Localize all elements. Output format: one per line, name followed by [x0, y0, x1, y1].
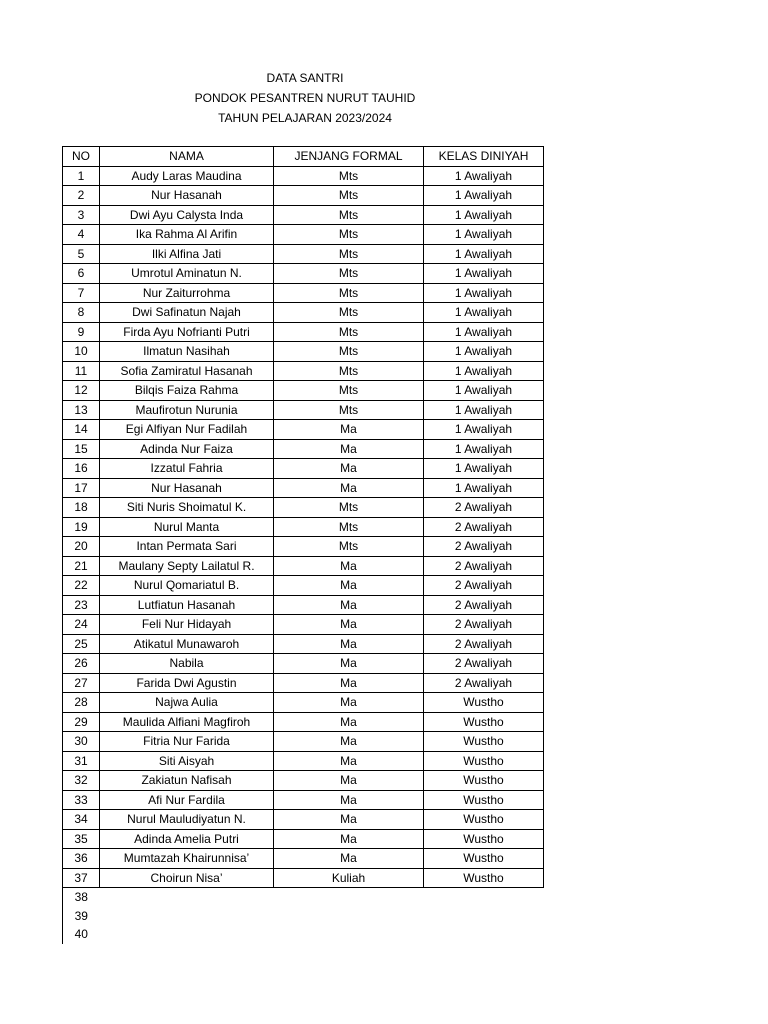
cell-nama: Dwi Ayu Calysta Inda: [100, 205, 274, 225]
cell-no: 7: [63, 283, 100, 303]
cell-no: 8: [63, 303, 100, 323]
cell-nama: Mumtazah Khairunnisa’: [100, 849, 274, 869]
cell-jenjang-formal: Mts: [274, 225, 424, 245]
table-row: [63, 420, 544, 440]
cell-jenjang-formal: Mts: [274, 381, 424, 401]
cell-no: 34: [63, 810, 100, 830]
cell-kelas-diniyah: 1 Awaliyah: [424, 244, 544, 264]
table-row: [63, 283, 544, 303]
cell-nama: Adinda Amelia Putri: [100, 829, 274, 849]
cell-no: 21: [63, 556, 100, 576]
cell-jenjang-formal: Mts: [274, 166, 424, 186]
cell-kelas-diniyah: 1 Awaliyah: [424, 225, 544, 245]
table-row: [63, 361, 544, 381]
cell-no: 32: [63, 771, 100, 791]
cell-nama: Maulida Alfiani Magfiroh: [100, 712, 274, 732]
table-row: [63, 264, 544, 284]
cell-nama: Feli Nur Hidayah: [100, 615, 274, 635]
table-row: [63, 186, 544, 206]
cell-no: 33: [63, 790, 100, 810]
cell-jenjang-formal: Mts: [274, 244, 424, 264]
cell-jenjang-formal: Mts: [274, 517, 424, 537]
cell-kelas-diniyah: 2 Awaliyah: [424, 576, 544, 596]
cell-jenjang-formal: Ma: [274, 771, 424, 791]
cell-kelas-diniyah: 2 Awaliyah: [424, 634, 544, 654]
table-row: [63, 790, 544, 810]
cell-jenjang-formal: Ma: [274, 595, 424, 615]
santri-table: [62, 146, 544, 944]
cell-kelas-diniyah: Wustho: [424, 868, 544, 888]
empty-cell: [424, 888, 544, 907]
cell-nama: Najwa Aulia: [100, 693, 274, 713]
cell-no: 14: [63, 420, 100, 440]
cell-kelas-diniyah: 1 Awaliyah: [424, 186, 544, 206]
cell-kelas-diniyah: Wustho: [424, 810, 544, 830]
cell-kelas-diniyah: 2 Awaliyah: [424, 498, 544, 518]
table-row: [63, 712, 544, 732]
table-row: [63, 303, 544, 323]
cell-nama: Ilki Alfina Jati: [100, 244, 274, 264]
cell-no: 40: [63, 925, 100, 944]
cell-jenjang-formal: Ma: [274, 732, 424, 752]
cell-no: 20: [63, 537, 100, 557]
cell-no: 27: [63, 673, 100, 693]
table-row: [63, 205, 544, 225]
cell-jenjang-formal: Ma: [274, 829, 424, 849]
cell-no: 17: [63, 478, 100, 498]
cell-no: 29: [63, 712, 100, 732]
cell-kelas-diniyah: Wustho: [424, 849, 544, 869]
cell-kelas-diniyah: Wustho: [424, 732, 544, 752]
cell-no: 23: [63, 595, 100, 615]
cell-kelas-diniyah: 1 Awaliyah: [424, 459, 544, 479]
cell-jenjang-formal: Mts: [274, 283, 424, 303]
table-row: [63, 810, 544, 830]
cell-nama: Nur Hasanah: [100, 186, 274, 206]
cell-no: 37: [63, 868, 100, 888]
cell-jenjang-formal: Mts: [274, 400, 424, 420]
cell-kelas-diniyah: 2 Awaliyah: [424, 615, 544, 635]
cell-no: 9: [63, 322, 100, 342]
cell-no: 16: [63, 459, 100, 479]
cell-nama: Umrotul Aminatun N.: [100, 264, 274, 284]
cell-nama: Nurul Qomariatul B.: [100, 576, 274, 596]
cell-nama: Nurul Manta: [100, 517, 274, 537]
cell-jenjang-formal: Ma: [274, 654, 424, 674]
cell-no: 2: [63, 186, 100, 206]
cell-jenjang-formal: Ma: [274, 810, 424, 830]
cell-nama: Ilmatun Nasihah: [100, 342, 274, 362]
document-header: [0, 68, 610, 128]
cell-kelas-diniyah: 1 Awaliyah: [424, 322, 544, 342]
cell-kelas-diniyah: 1 Awaliyah: [424, 283, 544, 303]
cell-jenjang-formal: Ma: [274, 459, 424, 479]
cell-nama: Nurul Mauludiyatun N.: [100, 810, 274, 830]
cell-nama: Nur Zaiturrohma: [100, 283, 274, 303]
table-row: [63, 751, 544, 771]
cell-jenjang-formal: Ma: [274, 420, 424, 440]
cell-kelas-diniyah: 1 Awaliyah: [424, 303, 544, 323]
table-row: [63, 166, 544, 186]
cell-jenjang-formal: Mts: [274, 205, 424, 225]
cell-no: 24: [63, 615, 100, 635]
cell-jenjang-formal: Mts: [274, 322, 424, 342]
table-row: [63, 693, 544, 713]
cell-nama: Bilqis Faiza Rahma: [100, 381, 274, 401]
cell-nama: Zakiatun Nafisah: [100, 771, 274, 791]
cell-no: 3: [63, 205, 100, 225]
cell-kelas-diniyah: Wustho: [424, 751, 544, 771]
header-title: DATA SANTRI: [266, 71, 344, 85]
cell-kelas-diniyah: 1 Awaliyah: [424, 400, 544, 420]
cell-jenjang-formal: Ma: [274, 693, 424, 713]
table-row: [63, 615, 544, 635]
cell-nama: Choirun Nisa’: [100, 868, 274, 888]
cell-jenjang-formal: Ma: [274, 751, 424, 771]
cell-jenjang-formal: Mts: [274, 342, 424, 362]
cell-nama: Ika Rahma Al Arifin: [100, 225, 274, 245]
cell-kelas-diniyah: 2 Awaliyah: [424, 595, 544, 615]
column-header-nama: NAMA: [100, 147, 274, 167]
cell-jenjang-formal: Ma: [274, 439, 424, 459]
cell-kelas-diniyah: Wustho: [424, 829, 544, 849]
cell-jenjang-formal: Ma: [274, 556, 424, 576]
cell-jenjang-formal: Ma: [274, 576, 424, 596]
header-institution: PONDOK PESANTREN NURUT TAUHID: [194, 91, 416, 105]
cell-kelas-diniyah: Wustho: [424, 790, 544, 810]
table-row: [63, 868, 544, 888]
cell-nama: Lutfiatun Hasanah: [100, 595, 274, 615]
empty-cell: [424, 907, 544, 926]
cell-kelas-diniyah: 1 Awaliyah: [424, 205, 544, 225]
cell-jenjang-formal: Ma: [274, 790, 424, 810]
cell-no: 38: [63, 888, 100, 907]
cell-nama: Maufirotun Nurunia: [100, 400, 274, 420]
cell-nama: Audy Laras Maudina: [100, 166, 274, 186]
cell-nama: Adinda Nur Faiza: [100, 439, 274, 459]
cell-no: 1: [63, 166, 100, 186]
cell-jenjang-formal: Kuliah: [274, 868, 424, 888]
cell-no: 4: [63, 225, 100, 245]
cell-kelas-diniyah: 1 Awaliyah: [424, 439, 544, 459]
table-row: [63, 400, 544, 420]
cell-no: 11: [63, 361, 100, 381]
cell-nama: Nabila: [100, 654, 274, 674]
cell-jenjang-formal: Mts: [274, 537, 424, 557]
empty-cell: [100, 888, 274, 907]
cell-no: 10: [63, 342, 100, 362]
cell-nama: Afi Nur Fardila: [100, 790, 274, 810]
cell-jenjang-formal: Ma: [274, 615, 424, 635]
table-row: [63, 517, 544, 537]
table-row: [63, 537, 544, 557]
cell-jenjang-formal: Ma: [274, 634, 424, 654]
cell-nama: Egi Alfiyan Nur Fadilah: [100, 420, 274, 440]
table-row: [63, 459, 544, 479]
cell-kelas-diniyah: 1 Awaliyah: [424, 166, 544, 186]
column-header-jenjang-formal: JENJANG FORMAL: [274, 147, 424, 167]
column-header-kelas-diniyah: KELAS DINIYAH: [424, 147, 544, 167]
cell-kelas-diniyah: 2 Awaliyah: [424, 673, 544, 693]
empty-cell: [274, 925, 424, 944]
cell-kelas-diniyah: Wustho: [424, 771, 544, 791]
cell-no: 12: [63, 381, 100, 401]
empty-cell: [100, 907, 274, 926]
empty-table-row: [63, 888, 544, 907]
empty-table-row: [63, 907, 544, 926]
cell-jenjang-formal: Ma: [274, 673, 424, 693]
cell-jenjang-formal: Ma: [274, 478, 424, 498]
cell-no: 31: [63, 751, 100, 771]
cell-no: 35: [63, 829, 100, 849]
cell-nama: Dwi Safinatun Najah: [100, 303, 274, 323]
cell-kelas-diniyah: 2 Awaliyah: [424, 517, 544, 537]
cell-no: 22: [63, 576, 100, 596]
table-row: [63, 654, 544, 674]
cell-jenjang-formal: Ma: [274, 712, 424, 732]
column-header-no: NO: [63, 147, 100, 167]
cell-jenjang-formal: Mts: [274, 186, 424, 206]
cell-no: 25: [63, 634, 100, 654]
cell-kelas-diniyah: 2 Awaliyah: [424, 537, 544, 557]
cell-no: 30: [63, 732, 100, 752]
table-row: [63, 342, 544, 362]
table-row: [63, 732, 544, 752]
cell-kelas-diniyah: 1 Awaliyah: [424, 264, 544, 284]
cell-no: 36: [63, 849, 100, 869]
table-row: [63, 556, 544, 576]
table-body: [63, 166, 544, 944]
table-row: [63, 673, 544, 693]
empty-cell: [424, 925, 544, 944]
table-row: [63, 225, 544, 245]
table-row: [63, 439, 544, 459]
table-row: [63, 829, 544, 849]
cell-nama: Fitria Nur Farida: [100, 732, 274, 752]
cell-no: 39: [63, 907, 100, 926]
cell-kelas-diniyah: 1 Awaliyah: [424, 361, 544, 381]
cell-no: 13: [63, 400, 100, 420]
empty-cell: [100, 925, 274, 944]
cell-no: 15: [63, 439, 100, 459]
table-row: [63, 478, 544, 498]
table-header-row: [63, 147, 544, 167]
cell-nama: Siti Aisyah: [100, 751, 274, 771]
cell-nama: Maulany Septy Lailatul R.: [100, 556, 274, 576]
cell-kelas-diniyah: Wustho: [424, 693, 544, 713]
cell-no: 5: [63, 244, 100, 264]
cell-kelas-diniyah: 1 Awaliyah: [424, 420, 544, 440]
cell-kelas-diniyah: 1 Awaliyah: [424, 478, 544, 498]
cell-nama: Atikatul Munawaroh: [100, 634, 274, 654]
table-row: [63, 498, 544, 518]
table-row: [63, 771, 544, 791]
cell-jenjang-formal: Mts: [274, 498, 424, 518]
cell-nama: Sofia Zamiratul Hasanah: [100, 361, 274, 381]
table-row: [63, 634, 544, 654]
table-row: [63, 322, 544, 342]
cell-no: 26: [63, 654, 100, 674]
cell-nama: Izzatul Fahria: [100, 459, 274, 479]
cell-no: 18: [63, 498, 100, 518]
cell-jenjang-formal: Ma: [274, 849, 424, 869]
table-row: [63, 244, 544, 264]
cell-nama: Farida Dwi Agustin: [100, 673, 274, 693]
cell-kelas-diniyah: 1 Awaliyah: [424, 342, 544, 362]
cell-kelas-diniyah: Wustho: [424, 712, 544, 732]
cell-nama: Firda Ayu Nofrianti Putri: [100, 322, 274, 342]
header-academic-year: TAHUN PELAJARAN 2023/2024: [218, 111, 392, 125]
cell-jenjang-formal: Mts: [274, 264, 424, 284]
cell-kelas-diniyah: 2 Awaliyah: [424, 556, 544, 576]
cell-jenjang-formal: Mts: [274, 303, 424, 323]
cell-kelas-diniyah: 2 Awaliyah: [424, 654, 544, 674]
empty-cell: [274, 907, 424, 926]
table-row: [63, 381, 544, 401]
cell-no: 19: [63, 517, 100, 537]
table-row: [63, 576, 544, 596]
cell-no: 28: [63, 693, 100, 713]
cell-jenjang-formal: Mts: [274, 361, 424, 381]
cell-nama: Nur Hasanah: [100, 478, 274, 498]
cell-nama: Intan Permata Sari: [100, 537, 274, 557]
table-row: [63, 849, 544, 869]
cell-no: 6: [63, 264, 100, 284]
cell-nama: Siti Nuris Shoimatul K.: [100, 498, 274, 518]
cell-kelas-diniyah: 1 Awaliyah: [424, 381, 544, 401]
empty-cell: [274, 888, 424, 907]
table-row: [63, 595, 544, 615]
empty-table-row: [63, 925, 544, 944]
